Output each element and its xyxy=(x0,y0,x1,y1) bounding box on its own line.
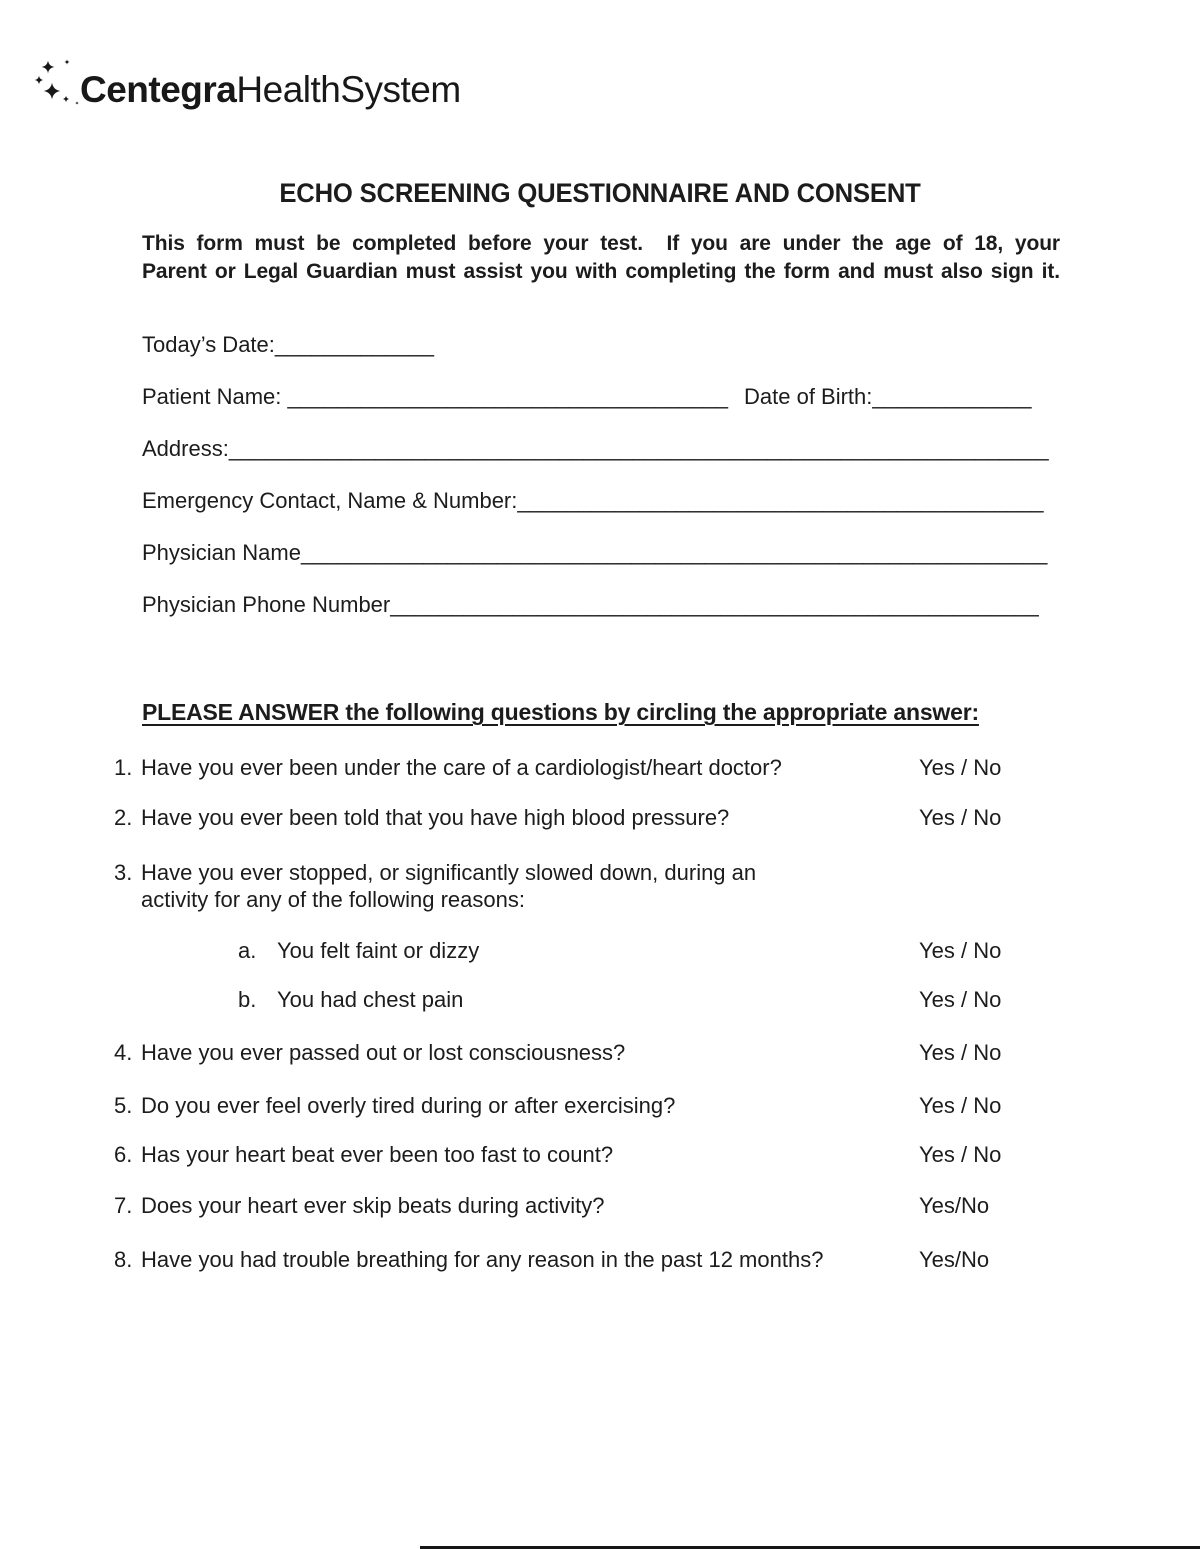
dob-label: Date of Birth: xyxy=(744,384,873,409)
question-3b-answer[interactable]: Yes / No xyxy=(919,987,1002,1012)
physician-name-row xyxy=(142,539,1049,566)
physician-name-blank[interactable]: _____________________________________________________________ xyxy=(300,540,1048,565)
question-8-row xyxy=(114,1246,1200,1273)
question-2-row xyxy=(114,804,1200,831)
logo-brand-bold: Centegra xyxy=(80,69,237,110)
question-6-text: Has your heart beat ever been too fast to count? xyxy=(141,1142,614,1167)
question-3a-letter: a. xyxy=(238,938,257,963)
question-3a-text: You felt faint or dizzy xyxy=(277,938,480,963)
question-7-answer[interactable]: Yes/No xyxy=(919,1193,990,1218)
question-1-number: 1. xyxy=(114,755,133,780)
question-3b-text: You had chest pain xyxy=(277,987,464,1012)
dob-blank[interactable]: _____________ xyxy=(872,384,1032,409)
question-3a-row xyxy=(114,937,1200,964)
questions-list xyxy=(114,754,1200,1314)
question-2-number: 2. xyxy=(114,805,133,830)
patient-name-blank[interactable]: ____________________________________ xyxy=(287,384,728,409)
question-5-text: Do you ever feel overly tired during or after exercising? xyxy=(141,1093,676,1118)
question-3a-answer[interactable]: Yes / No xyxy=(919,938,1002,963)
todays-date-label: Today’s Date: xyxy=(142,332,275,357)
emergency-contact-label: Emergency Contact, Name & Number: xyxy=(142,488,518,513)
physician-name-label: Physician Name xyxy=(142,540,301,565)
question-3-number: 3. xyxy=(114,860,133,885)
question-4-number: 4. xyxy=(114,1040,133,1065)
logo-wordmark xyxy=(80,71,461,108)
question-1-text: Have you ever been under the care of a cardiologist/heart doctor? xyxy=(141,755,782,780)
emergency-contact-row xyxy=(142,487,1049,514)
question-1-answer[interactable]: Yes / No xyxy=(919,755,1002,780)
question-3-text-line-1: Have you ever stopped, or significantly slowed down, during an xyxy=(141,860,757,885)
question-5-row xyxy=(114,1092,1200,1119)
question-3-row xyxy=(114,859,1200,913)
question-2-answer[interactable]: Yes / No xyxy=(919,805,1002,830)
question-7-text: Does your heart ever skip beats during activity? xyxy=(141,1193,605,1218)
address-row xyxy=(142,435,1049,462)
questions-heading: PLEASE ANSWER the following questions by circling the appropriate answer: xyxy=(142,699,979,725)
todays-date-row xyxy=(142,331,1049,358)
question-8-text: Have you had trouble breathing for any reason in the past 12 months? xyxy=(141,1247,824,1272)
question-2-text: Have you ever been told that you have high blood pressure? xyxy=(141,805,730,830)
question-4-text: Have you ever passed out or lost consciousness? xyxy=(141,1040,626,1065)
physician-phone-blank[interactable]: _____________________________________________________ xyxy=(390,592,1039,617)
intro-line-1: This form must be completed before your test. If you are under the age of 18, your xyxy=(142,232,1060,255)
question-3b-letter: b. xyxy=(238,987,257,1012)
patient-info-section xyxy=(142,331,1049,643)
address-label: Address: xyxy=(142,436,229,461)
todays-date-blank[interactable]: _____________ xyxy=(274,332,434,357)
question-6-row xyxy=(114,1141,1200,1168)
patient-name-label: Patient Name: xyxy=(142,384,288,409)
question-7-row xyxy=(114,1192,1200,1219)
question-6-number: 6. xyxy=(114,1142,133,1167)
logo-brand-light: HealthSystem xyxy=(236,69,461,110)
question-1-row xyxy=(114,754,1200,781)
question-6-answer[interactable]: Yes / No xyxy=(919,1142,1002,1167)
page-title: ECHO SCREENING QUESTIONNAIRE AND CONSENT xyxy=(279,178,921,208)
question-3-text-line-2: activity for any of the following reasons: xyxy=(141,887,525,912)
physician-phone-row xyxy=(142,591,1049,618)
intro-paragraph xyxy=(142,230,1060,285)
question-4-row xyxy=(114,1039,1200,1066)
question-7-number: 7. xyxy=(114,1193,133,1218)
question-3b-row xyxy=(114,986,1200,1013)
emergency-contact-blank[interactable]: ___________________________________________ xyxy=(517,488,1044,513)
address-blank[interactable]: ___________________________________________________________________ xyxy=(228,436,1049,461)
patient-name-dob-row xyxy=(142,383,1049,410)
physician-phone-label: Physician Phone Number xyxy=(142,592,391,617)
question-3-text xyxy=(141,859,756,913)
intro-line-2: Parent or Legal Guardian must assist you with completing the form and must also sign it. xyxy=(142,259,1060,283)
question-8-answer[interactable]: Yes/No xyxy=(919,1247,990,1272)
question-5-answer[interactable]: Yes / No xyxy=(919,1093,1002,1118)
question-8-number: 8. xyxy=(114,1247,133,1272)
question-4-answer[interactable]: Yes / No xyxy=(919,1040,1002,1065)
question-5-number: 5. xyxy=(114,1093,133,1118)
